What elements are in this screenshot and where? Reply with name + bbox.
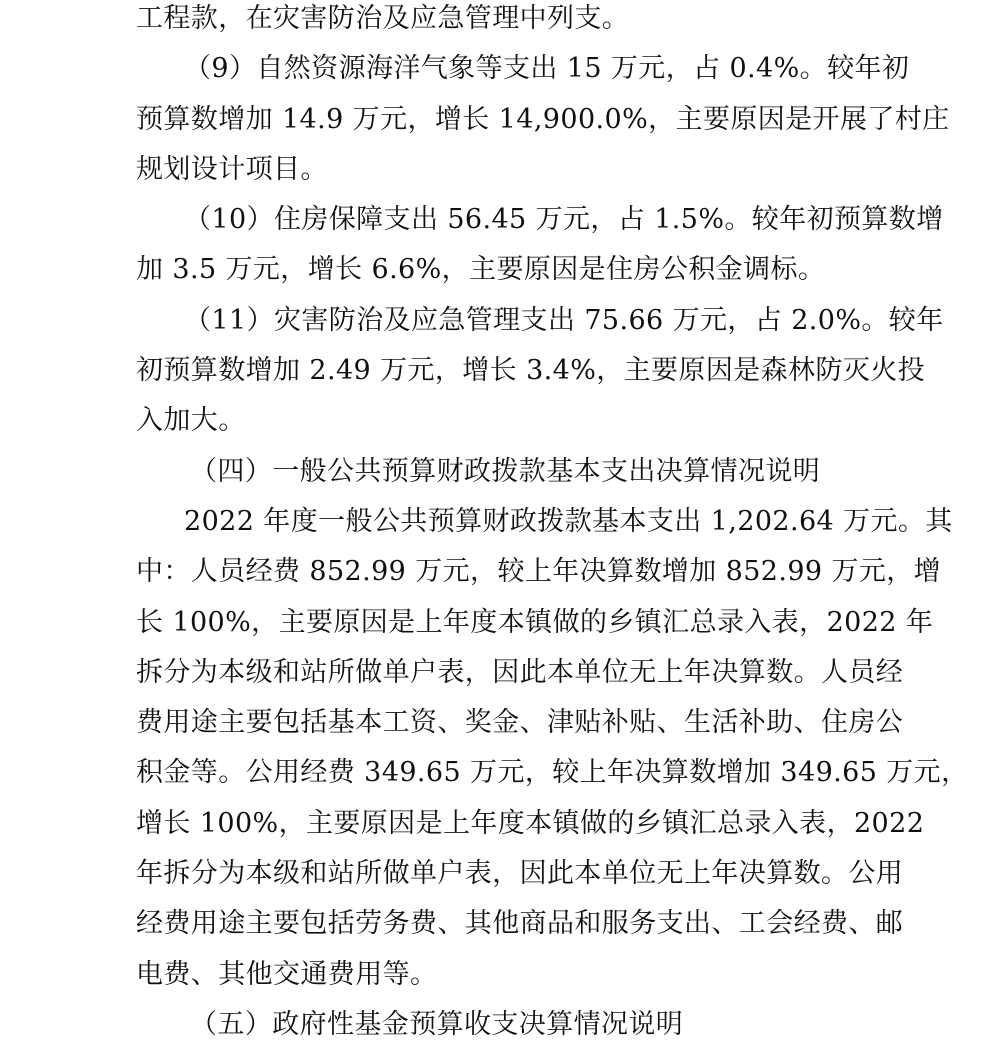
text-line: 积金等。公用经费 349.65 万元，较上年决算数增加 349.65 万元， — [136, 757, 969, 789]
text-line: 入加大。 — [136, 405, 246, 437]
text-line: （11）灾害防治及应急管理支出 75.66 万元，占 2.0%。较年 — [184, 304, 944, 336]
text-line: 加 3.5 万元，增长 6.6%，主要原因是住房公积金调标。 — [136, 254, 826, 286]
text-line: 年拆分为本级和站所做单户表，因此本单位无上年决算数。公用 — [136, 858, 904, 890]
document-page — [136, 0, 969, 1050]
text-line: 初预算数增加 2.49 万元，增长 3.4%，主要原因是森林防灭火投 — [136, 355, 926, 387]
text-line: 2022 年度一般公共预算财政拨款基本支出 1,202.64 万元。其 — [184, 505, 953, 537]
text-line: 费用途主要包括基本工资、奖金、津贴补贴、生活补助、住房公 — [136, 707, 904, 739]
text-line: （10）住房保障支出 56.45 万元，占 1.5%。较年初预算数增 — [184, 204, 944, 236]
text-line: 预算数增加 14.9 万元，增长 14,900.0%，主要原因是开展了村庄 — [136, 103, 950, 135]
text-line: 电费、其他交通费用等。 — [136, 958, 438, 990]
section-heading: （四）一般公共预算财政拨款基本支出决算情况说明 — [190, 455, 821, 487]
text-line: 经费用途主要包括劳务费、其他商品和服务支出、工会经费、邮 — [136, 908, 904, 940]
text-line: 中：人员经费 852.99 万元，较上年决算数增加 852.99 万元，增 — [136, 556, 942, 588]
text-line: 增长 100%，主要原因是上年度本镇做的乡镇汇总录入表，2022 — [136, 807, 925, 839]
text-line: 长 100%，主要原因是上年度本镇做的乡镇汇总录入表，2022 年 — [136, 606, 934, 638]
text-line: （9）自然资源海洋气象等支出 15 万元，占 0.4%。较年初 — [184, 53, 910, 85]
text-line: 拆分为本级和站所做单户表，因此本单位无上年决算数。人员经 — [136, 656, 904, 688]
section-heading: （五）政府性基金预算收支决算情况说明 — [190, 1008, 684, 1040]
text-line: 工程款，在灾害防治及应急管理中列支。 — [136, 3, 630, 34]
text-line: 规划设计项目。 — [136, 153, 328, 185]
